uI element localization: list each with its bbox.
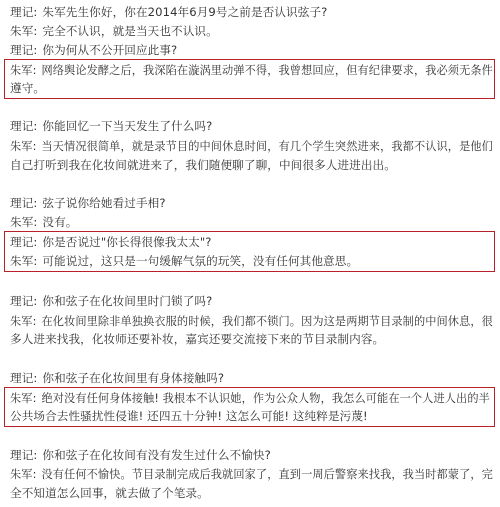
- line-text: 公共场合去性骚扰性侵谁! 还四五十分钟! 这怎么可能! 这纯粹是污蔑!: [10, 409, 368, 423]
- line-text: 当天情况很简单，就是录节目的中间休息时间，有几个学生突然进来，我都不认识，是他们: [41, 140, 493, 153]
- line-text: 你和弦子在化妆间里时门锁了吗?: [42, 294, 213, 308]
- transcript-line: [10, 312, 493, 331]
- speaker-label: 朱军:: [10, 254, 38, 268]
- line-text: 在化妆间里除非单独换衣服的时候，我们都不锁门。因为这是两期节目录制的中间休息，很: [41, 315, 493, 328]
- transcript-line: [10, 137, 493, 156]
- line-text: 完全不认识，就是当天也不认识。: [42, 24, 218, 38]
- line-text: 朱军先生你好，你在2014年6月9号之前是否认识弦子?: [42, 5, 328, 19]
- transcript-line: [10, 213, 78, 232]
- line-text: 全不知道怎么回事，就去做了个笔录。: [10, 486, 209, 500]
- line-text: 没有任何不愉快。节目录制完成后我就回家了，直到一周后警察来找我，我当时都蒙了，完: [41, 468, 493, 481]
- transcript-line: [10, 117, 212, 136]
- speaker-label: 理记:: [10, 448, 38, 462]
- line-text: 多人进来找我，化妆师还要补妆，嘉宾还要交流接下来的节目录制内容。: [10, 332, 385, 346]
- transcript-line: [10, 3, 327, 22]
- speaker-label: 理记:: [10, 235, 38, 249]
- line-text: 你和弦子在化妆间里有身体接触吗?: [42, 371, 225, 385]
- speaker-label: 理记:: [10, 294, 38, 308]
- line-text: 可能说过，这只是一句缓解气氛的玩笑，没有任何其他意思。: [42, 254, 359, 268]
- transcript-line: [10, 194, 166, 213]
- speaker-label: 理记:: [10, 5, 38, 19]
- speaker-label: 朱军:: [10, 468, 37, 481]
- speaker-label: 朱军:: [10, 392, 37, 405]
- transcript-line: [10, 484, 209, 503]
- transcript-line: [10, 292, 212, 311]
- highlight-box: [4, 231, 495, 272]
- speaker-label: 朱军:: [10, 215, 38, 229]
- transcript-line: [10, 156, 396, 175]
- highlight-box: [4, 59, 495, 99]
- line-text: 你是否说过"你长得很像我太太"?: [42, 235, 212, 249]
- line-text: 你和弦子在化妆间有没有发生过什么不愉快?: [42, 448, 271, 462]
- speaker-label: 理记:: [10, 371, 38, 385]
- highlight-box: [4, 387, 495, 427]
- transcript-line: [10, 41, 177, 60]
- speaker-label: 朱军:: [10, 64, 37, 77]
- line-text: 弦子说你给她看过手相?: [42, 196, 166, 210]
- speaker-label: 理记:: [10, 119, 38, 133]
- speaker-label: 朱军:: [10, 315, 37, 328]
- line-text: 没有。: [42, 215, 78, 229]
- speaker-label: 理记:: [10, 43, 38, 57]
- transcript-line: [10, 330, 384, 349]
- transcript-line: [10, 446, 271, 465]
- transcript-line: [10, 465, 493, 484]
- speaker-label: 朱军:: [10, 140, 37, 153]
- line-text: 你为何从不公开回应此事?: [42, 43, 178, 57]
- line-text: 你能回忆一下当天发生了什么吗?: [42, 119, 213, 133]
- speaker-label: 朱军:: [10, 24, 38, 38]
- line-text: 网络舆论发酵之后，我深陷在漩涡里动弹不得，我曾想回应，但有纪律要求，我必须无条件: [41, 64, 493, 77]
- line-text: 自己打听到我在化妆间就进来了，我们随便聊了聊，中间很多人进进出出。: [10, 158, 396, 172]
- speaker-label: 理记:: [10, 196, 38, 210]
- line-text: 遵守。: [10, 81, 46, 95]
- transcript-line: [10, 369, 224, 388]
- line-text: 绝对没有任何身体接触! 我根本不认识她，作为公众人物，我怎么可能在一个人进人出的半: [41, 392, 490, 405]
- transcript-line: [10, 22, 218, 41]
